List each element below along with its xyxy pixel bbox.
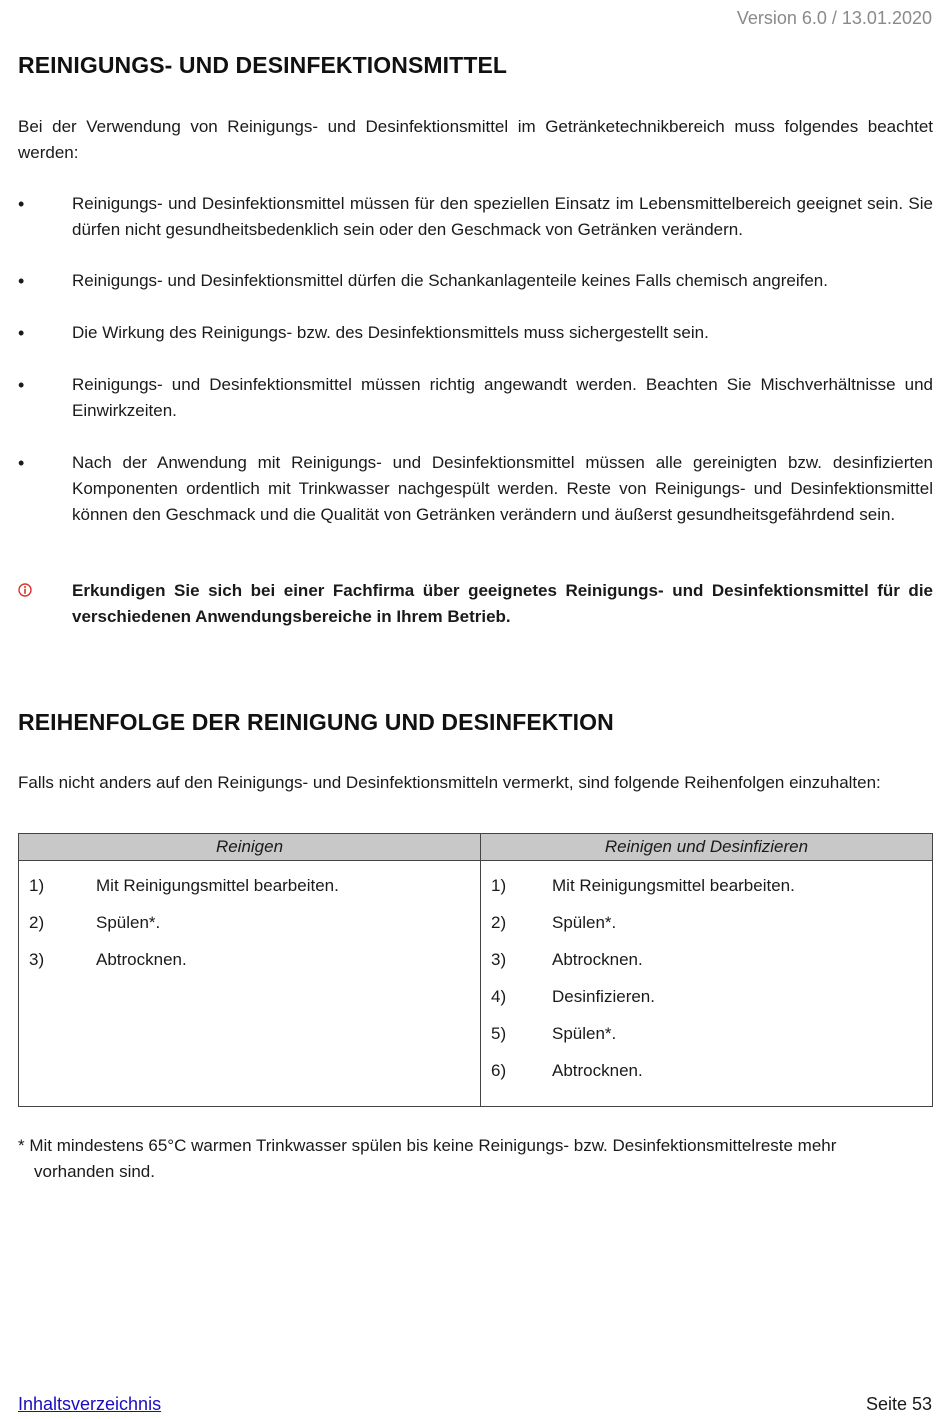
bullet-symbol: • (18, 271, 25, 291)
footnote (18, 1133, 938, 1185)
step-number: 1) (491, 876, 507, 895)
step-text: Spülen*. (96, 913, 161, 932)
bullet-text: Reinigungs- und Desinfektionsmittel müssen für den speziellen Einsatz im Lebensmittelbereich geeignet sein. Sie dürfen nicht gesundheitsbedenklich sein oder den Geschmack von Getränken verändern. (72, 194, 933, 239)
steps-column-cleaning-disinfecting (481, 861, 933, 1107)
steps-table (18, 833, 933, 1107)
info-note-text: Erkundigen Sie sich bei einer Fachfirma über geeignetes Reinigungs- und Desinfektionsmittel für die verschiedenen Anwendungsbereiche in Ihrem Betrieb. (72, 581, 933, 626)
bullet-symbol: • (18, 453, 25, 473)
info-note (18, 578, 933, 630)
bullet-item (18, 372, 933, 424)
section-title-cleaning-agents: REINIGUNGS- UND DESINFEKTIONSMITTEL (18, 52, 508, 78)
section-title-order: REIHENFOLGE DER REINIGUNG UND DESINFEKTION (18, 709, 614, 735)
step-text: Abtrocknen. (96, 950, 187, 969)
footnote-line: * Mit mindestens 65°C warmen Trinkwasser spülen bis keine Reinigungs- bzw. Desinfektionsmittelreste mehr (18, 1136, 837, 1155)
step-item (481, 947, 932, 984)
step-item (19, 947, 480, 984)
section2-intro: Falls nicht anders auf den Reinigungs- und Desinfektionsmitteln vermerkt, sind folgende Reihenfolgen einzuhalten: (18, 773, 881, 792)
step-item (481, 1021, 932, 1058)
version-label: Version 6.0 / 13.01.2020 (736, 8, 932, 28)
bullet-symbol: • (18, 375, 25, 395)
step-text: Abtrocknen. (552, 1061, 643, 1080)
step-number: 1) (29, 876, 45, 895)
bullet-text: Nach der Anwendung mit Reinigungs- und Desinfektionsmittel müssen alle gereinigten bzw. desinfizierten Komponenten ordentlich mit Trinkwasser nachgespült werden. Reste von Reinigungs- und Desinfektionsmittel können den Geschmack und die Qualität von Getränken verändern und äußerst gesundheitsgefährdend sein. (72, 453, 933, 524)
step-item (19, 873, 480, 910)
bullet-item (18, 320, 933, 346)
table-of-contents-link[interactable]: Inhaltsverzeichnis (18, 1394, 162, 1414)
step-text: Mit Reinigungsmittel bearbeiten. (552, 876, 795, 895)
info-icon (18, 583, 32, 597)
bullet-text: Reinigungs- und Desinfektionsmittel dürfen die Schankanlagenteile keines Falls chemisch angreifen. (72, 271, 828, 290)
step-item (481, 1058, 932, 1095)
step-item (481, 873, 932, 910)
bullet-text: Die Wirkung des Reinigungs- bzw. des Desinfektionsmittels muss sichergestellt sein. (72, 323, 709, 342)
bullet-symbol: • (18, 323, 25, 343)
step-text: Mit Reinigungsmittel bearbeiten. (96, 876, 339, 895)
step-item (481, 910, 932, 947)
step-number: 3) (29, 950, 45, 969)
table-header-cleaning: Reinigen (19, 834, 481, 861)
step-text: Spülen*. (552, 913, 617, 932)
step-item (481, 984, 932, 1021)
page-number: Seite 53 (865, 1394, 932, 1414)
table-header-cleaning-disinfecting: Reinigen und Desinfizieren (481, 834, 933, 861)
steps-column-cleaning (19, 861, 481, 1107)
bullet-text: Reinigungs- und Desinfektionsmittel müssen richtig angewandt werden. Beachten Sie Mischverhältnisse und Einwirkzeiten. (72, 375, 933, 420)
bullet-symbol: • (18, 194, 25, 214)
step-number: 2) (29, 913, 45, 932)
step-number: 6) (491, 1061, 507, 1080)
bullet-item (18, 191, 933, 243)
step-text: Spülen*. (552, 1024, 617, 1043)
step-item (19, 910, 480, 947)
step-text: Abtrocknen. (552, 950, 643, 969)
section1-intro: Bei der Verwendung von Reinigungs- und Desinfektionsmittel im Getränketechnikbereich muss folgendes beachtet werden: (18, 117, 933, 162)
step-number: 4) (491, 987, 507, 1006)
step-number: 3) (491, 950, 507, 969)
bullet-item (18, 268, 933, 294)
footnote-line: vorhanden sind. (34, 1162, 155, 1181)
step-number: 5) (491, 1024, 507, 1043)
step-text: Desinfizieren. (552, 987, 655, 1006)
bullet-item (18, 450, 933, 528)
step-number: 2) (491, 913, 507, 932)
